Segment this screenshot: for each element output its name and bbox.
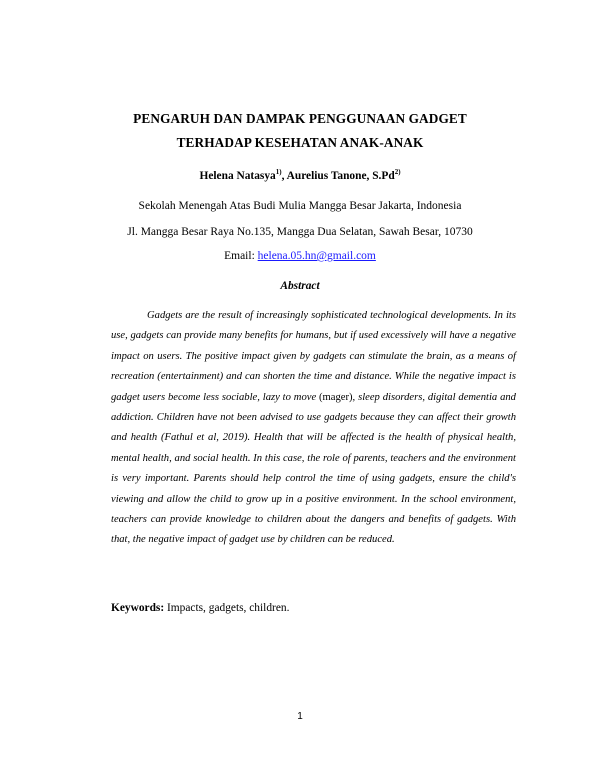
paper-title-line-2: TERHADAP KESEHATAN ANAK-ANAK xyxy=(176,135,424,150)
author-2-name: Aurelius Tanone, S.Pd xyxy=(286,170,395,182)
keywords-value: Impacts, gadgets, children. xyxy=(164,602,290,614)
author-1-name: Helena Natasya xyxy=(199,170,276,182)
email-line xyxy=(0,250,600,262)
author-1-affiliation-mark: 1) xyxy=(275,168,282,176)
author-list xyxy=(0,170,600,182)
page-number: 1 xyxy=(297,711,303,722)
author-2-affiliation-mark: 2) xyxy=(394,168,401,176)
abstract-term-mager: (mager) xyxy=(319,391,353,403)
email-link[interactable]: helena.05.hn@gmail.com xyxy=(257,250,376,262)
affiliation: Sekolah Menengah Atas Budi Mulia Mangga Besar Jakarta, Indonesia xyxy=(138,200,462,212)
abstract-heading: Abstract xyxy=(280,280,320,292)
postal-address: Jl. Mangga Besar Raya No.135, Mangga Dua Selatan, Sawah Besar, 10730 xyxy=(127,226,473,238)
keywords-label: Keywords: xyxy=(111,602,165,614)
paper-title-line-1: PENGARUH DAN DAMPAK PENGGUNAAN GADGET xyxy=(133,111,467,126)
email-label: Email: xyxy=(224,250,258,262)
keywords-line xyxy=(111,602,516,614)
author-separator: , xyxy=(281,170,287,182)
abstract-text xyxy=(111,306,516,551)
abstract-text-part-1: Gadgets are the result of increasingly sophisticated technological developments. In its use, gadgets can provide many benefits for humans, but if used excessively will have a negative impact on users. The positive impact given by gadgets can stimulate the brain, as a means of recreation (entertainment) and can shorten the time and distance. While the negative impact is gadget users become less sociable, lazy to move xyxy=(111,310,516,403)
abstract-text-part-2: , sleep disorders, digital dementia and addiction. Children have not been advised to use gadgets because they can affect their growth and health (Fathul et al, 2019). Health that will be affected is the health of physical health, mental health, and social health. In this case, the role of parents, teachers and the environment is very important. Parents should help control the time of using gadgets, ensure the child's viewing and allow the child to grow up in a positive environment. In the school environment, teachers can provide knowledge to children about the dangers and benefits of gadgets. With that, the negative impact of gadget use by children can be reduced. xyxy=(111,391,516,546)
